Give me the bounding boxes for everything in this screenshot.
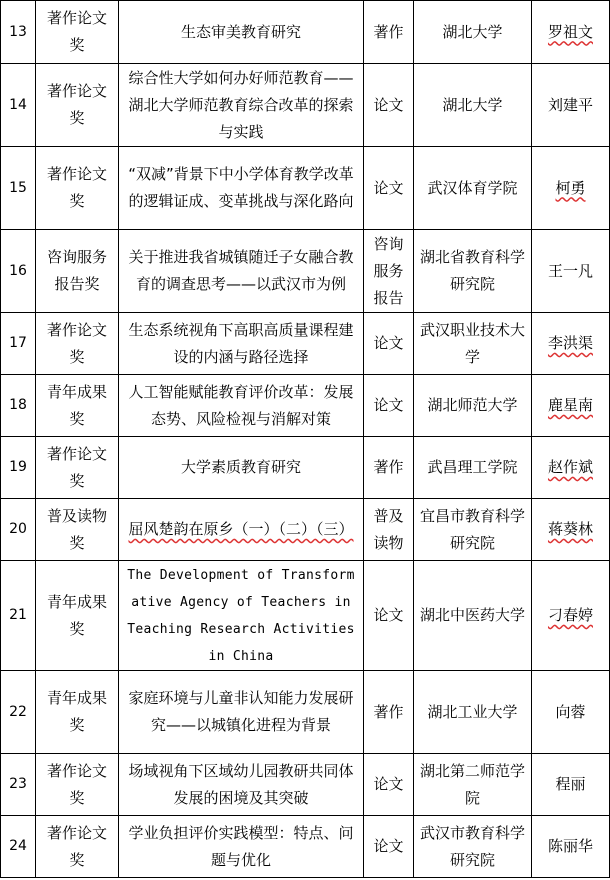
work-unit: 湖北中医药大学 bbox=[414, 561, 532, 671]
work-type: 论文 bbox=[364, 313, 414, 375]
work-type: 论文 bbox=[364, 147, 414, 230]
work-unit: 湖北师范大学 bbox=[414, 375, 532, 437]
table-row bbox=[1, 313, 610, 375]
author-name: 刁春婷 bbox=[532, 561, 610, 671]
work-title: “双减”背景下中小学体育教学改革的逻辑证成、变革挑战与深化路向 bbox=[119, 147, 364, 230]
row-number: 20 bbox=[1, 499, 36, 561]
author-name: 王一凡 bbox=[532, 230, 610, 313]
table-row bbox=[1, 437, 610, 499]
table-row bbox=[1, 671, 610, 754]
award-category: 著作论文奖 bbox=[36, 437, 119, 499]
work-type: 著作 bbox=[364, 1, 414, 64]
author-name: 陈丽华 bbox=[532, 816, 610, 878]
table-row bbox=[1, 816, 610, 878]
award-category: 著作论文奖 bbox=[36, 313, 119, 375]
work-unit: 武昌理工学院 bbox=[414, 437, 532, 499]
table-row bbox=[1, 561, 610, 671]
work-type: 咨询服务报告 bbox=[364, 230, 414, 313]
work-type: 普及读物 bbox=[364, 499, 414, 561]
award-category: 青年成果奖 bbox=[36, 561, 119, 671]
row-number: 23 bbox=[1, 754, 36, 816]
row-number: 18 bbox=[1, 375, 36, 437]
author-name: 向蓉 bbox=[532, 671, 610, 754]
work-type: 论文 bbox=[364, 375, 414, 437]
row-number: 21 bbox=[1, 561, 36, 671]
table-row bbox=[1, 499, 610, 561]
award-category: 青年成果奖 bbox=[36, 375, 119, 437]
work-title: 生态审美教育研究 bbox=[119, 1, 364, 64]
row-number: 17 bbox=[1, 313, 36, 375]
work-title: The Development of Transformative Agency of Teachers in Teaching Research Activities in China bbox=[119, 561, 364, 671]
row-number: 19 bbox=[1, 437, 36, 499]
award-category: 著作论文奖 bbox=[36, 754, 119, 816]
award-category: 著作论文奖 bbox=[36, 1, 119, 64]
author-name: 刘建平 bbox=[532, 64, 610, 147]
author-name: 李洪渠 bbox=[532, 313, 610, 375]
work-unit: 湖北第二师范学院 bbox=[414, 754, 532, 816]
award-category: 普及读物奖 bbox=[36, 499, 119, 561]
table-row bbox=[1, 1, 610, 64]
table-row bbox=[1, 230, 610, 313]
work-unit: 湖北大学 bbox=[414, 64, 532, 147]
work-title: 屈风楚韵在原乡（一）（二）（三） bbox=[119, 499, 364, 561]
row-number: 14 bbox=[1, 64, 36, 147]
work-unit: 武汉市教育科学研究院 bbox=[414, 816, 532, 878]
row-number: 13 bbox=[1, 1, 36, 64]
work-type: 著作 bbox=[364, 671, 414, 754]
author-name: 罗祖文 bbox=[532, 1, 610, 64]
award-category: 青年成果奖 bbox=[36, 671, 119, 754]
row-number: 15 bbox=[1, 147, 36, 230]
work-title: 学业负担评价实践模型：特点、问题与优化 bbox=[119, 816, 364, 878]
work-type: 论文 bbox=[364, 754, 414, 816]
work-unit: 湖北省教育科学研究院 bbox=[414, 230, 532, 313]
work-type: 论文 bbox=[364, 561, 414, 671]
row-number: 22 bbox=[1, 671, 36, 754]
work-unit: 湖北工业大学 bbox=[414, 671, 532, 754]
author-name: 柯勇 bbox=[532, 147, 610, 230]
work-type: 论文 bbox=[364, 816, 414, 878]
work-title: 综合性大学如何办好师范教育——湖北大学师范教育综合改革的探索与实践 bbox=[119, 64, 364, 147]
author-name: 蒋葵林 bbox=[532, 499, 610, 561]
work-unit: 武汉职业技术大学 bbox=[414, 313, 532, 375]
row-number: 16 bbox=[1, 230, 36, 313]
table-row bbox=[1, 147, 610, 230]
work-type: 论文 bbox=[364, 64, 414, 147]
row-number: 24 bbox=[1, 816, 36, 878]
work-title: 关于推进我省城镇随迁子女融合教育的调查思考——以武汉市为例 bbox=[119, 230, 364, 313]
author-name: 程丽 bbox=[532, 754, 610, 816]
work-title: 家庭环境与儿童非认知能力发展研究——以城镇化进程为背景 bbox=[119, 671, 364, 754]
award-category: 咨询服务报告奖 bbox=[36, 230, 119, 313]
work-unit: 湖北大学 bbox=[414, 1, 532, 64]
work-title: 人工智能赋能教育评价改革：发展态势、风险检视与消解对策 bbox=[119, 375, 364, 437]
work-unit: 宜昌市教育科学研究院 bbox=[414, 499, 532, 561]
table-row bbox=[1, 375, 610, 437]
work-title: 大学素质教育研究 bbox=[119, 437, 364, 499]
work-title: 生态系统视角下高职高质量课程建设的内涵与路径选择 bbox=[119, 313, 364, 375]
work-title: 场域视角下区域幼儿园教研共同体发展的困境及其突破 bbox=[119, 754, 364, 816]
author-name: 鹿星南 bbox=[532, 375, 610, 437]
author-name: 赵作斌 bbox=[532, 437, 610, 499]
table-row bbox=[1, 64, 610, 147]
award-category: 著作论文奖 bbox=[36, 147, 119, 230]
work-unit: 武汉体育学院 bbox=[414, 147, 532, 230]
award-category: 著作论文奖 bbox=[36, 64, 119, 147]
work-type: 著作 bbox=[364, 437, 414, 499]
table-row bbox=[1, 754, 610, 816]
award-category: 著作论文奖 bbox=[36, 816, 119, 878]
